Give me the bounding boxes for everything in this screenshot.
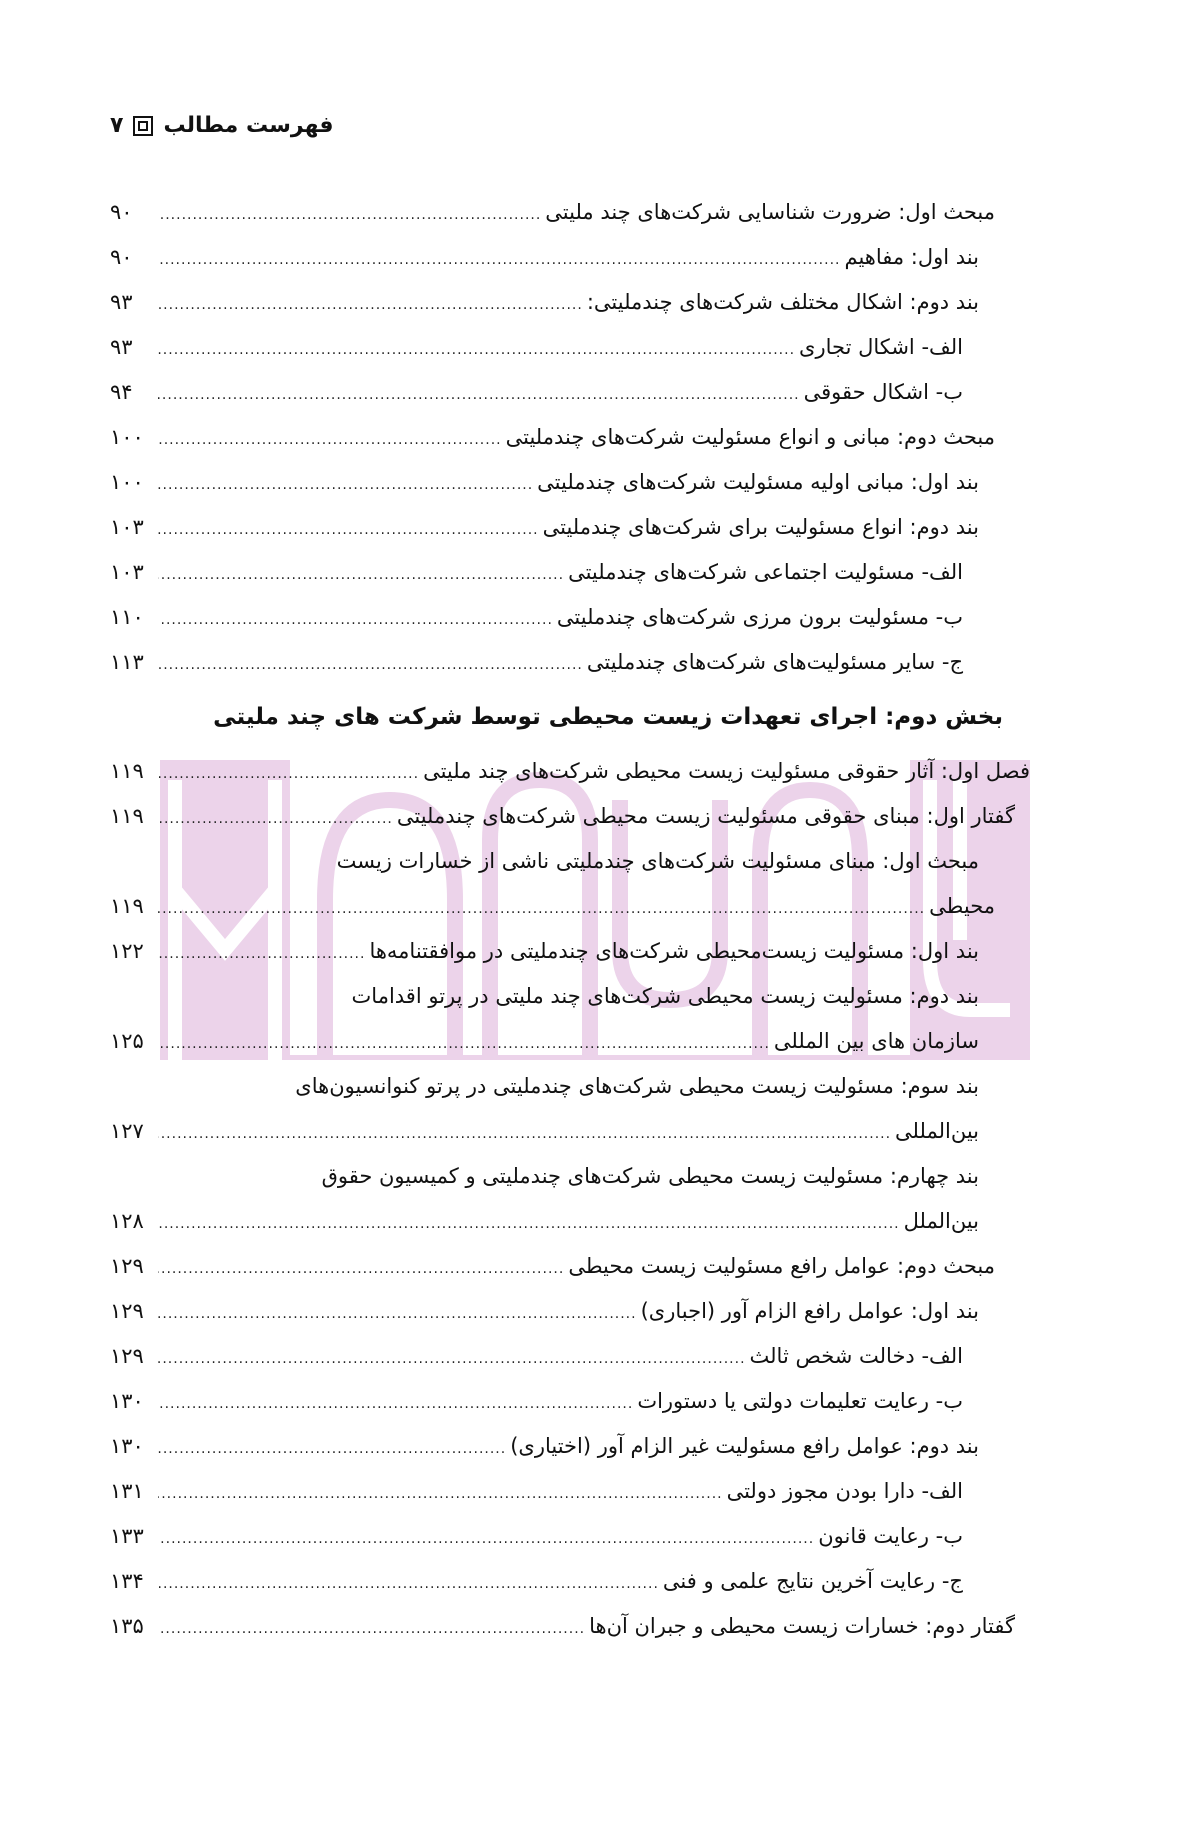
- toc-entry-line2[interactable]: [110, 1019, 995, 1064]
- toc-entry[interactable]: [110, 325, 995, 370]
- toc-entry[interactable]: [110, 505, 995, 550]
- dot-leader: [158, 1337, 746, 1382]
- toc-entry[interactable]: [110, 370, 995, 415]
- dot-leader: [158, 1472, 723, 1517]
- toc-entry-page: ۱۲۹: [110, 1344, 144, 1368]
- toc-entry[interactable]: [110, 794, 1015, 839]
- toc-entry-page: ۱۳۰: [110, 1434, 144, 1458]
- toc-entry-page: ۱۰۳: [110, 560, 144, 584]
- dot-leader: [158, 328, 795, 373]
- dot-leader: [158, 643, 583, 688]
- toc-entry-line1[interactable]: [110, 1154, 995, 1199]
- toc-entry-line1[interactable]: [110, 974, 995, 1019]
- dot-leader: [158, 1247, 564, 1292]
- dot-leader: [158, 932, 365, 977]
- dot-leader: [158, 508, 539, 553]
- toc-entry-title: الف- دارا بودن مجوز دولتی: [726, 1479, 963, 1503]
- toc-entry[interactable]: [110, 1289, 995, 1334]
- toc-entry-title: مبحث اول: ضرورت شناسایی شرکت‌های چند ملیتی: [545, 200, 995, 224]
- dot-leader: [158, 1607, 585, 1652]
- toc-entry[interactable]: [110, 460, 995, 505]
- toc-entry-title: گفتار اول: مبنای حقوقی مسئولیت زیست محیطی شرکت‌های چندملیتی: [396, 804, 1015, 828]
- dot-leader: [158, 752, 419, 797]
- dot-leader: [158, 193, 541, 238]
- toc-entry[interactable]: [110, 929, 995, 974]
- toc-entry-page: ۱۱۹: [110, 804, 144, 828]
- toc-entry-page: ۱۱۰: [110, 605, 144, 629]
- toc-entry[interactable]: [110, 1244, 995, 1289]
- toc-entry[interactable]: [110, 640, 995, 685]
- dot-leader: [158, 238, 840, 283]
- toc-entry[interactable]: [110, 415, 995, 460]
- toc-entry-chapter[interactable]: [110, 749, 1030, 794]
- toc-entry-title-cont: بین‌المللی: [895, 1119, 979, 1143]
- toc-entry-page: ۹۳: [110, 290, 133, 314]
- toc-entry[interactable]: [110, 1379, 995, 1424]
- toc-entry-title: بند دوم: عوامل رافع مسئولیت غیر الزام آور (اختیاری): [510, 1434, 979, 1458]
- dot-leader: [158, 1022, 770, 1067]
- table-of-contents: [110, 190, 1030, 1649]
- dot-leader: [158, 1562, 659, 1607]
- toc-entry-title: مبحث اول: مبنای مسئولیت شرکت‌های چندملیتی ناشی از خسارات زیست: [336, 849, 979, 873]
- toc-entry-page: ۹۰: [110, 200, 133, 224]
- dot-leader: [158, 598, 553, 643]
- toc-entry-title: فصل اول: آثار حقوقی مسئولیت زیست محیطی شرکت‌های چند ملیتی: [423, 759, 1030, 783]
- toc-entry-title: ب- رعایت تعلیمات دولتی یا دستورات: [637, 1389, 963, 1413]
- toc-entry-page: ۱۳۵: [110, 1614, 144, 1638]
- dot-leader: [158, 1427, 506, 1472]
- toc-entry-title: بند دوم: مسئولیت زیست محیطی شرکت‌های چند ملیتی در پرتو اقدامات: [351, 984, 979, 1008]
- toc-entry-title: مبحث دوم: عوامل رافع مسئولیت زیست محیطی: [568, 1254, 995, 1278]
- toc-entry[interactable]: [110, 595, 995, 640]
- toc-entry[interactable]: [110, 1559, 995, 1604]
- toc-entry-line2[interactable]: [110, 1199, 995, 1244]
- dot-leader: [158, 887, 925, 932]
- toc-entry-title: بند دوم: انواع مسئولیت برای شرکت‌های چندملیتی: [542, 515, 979, 539]
- dot-leader: [158, 1112, 891, 1157]
- toc-entry[interactable]: [110, 280, 995, 325]
- dot-leader: [158, 1517, 814, 1562]
- section-heading[interactable]: بخش دوم: اجرای تعهدات زیست محیطی توسط شرکت های چند ملیتی: [213, 704, 1003, 730]
- toc-entry-line1[interactable]: [110, 1064, 995, 1109]
- header-page-number: ۷: [110, 113, 124, 138]
- toc-entry-title: ب- مسئولیت برون مرزی شرکت‌های چندملیتی: [556, 605, 963, 629]
- toc-entry[interactable]: [110, 1604, 1015, 1649]
- toc-entry-title: بند اول: مبانی اولیه مسئولیت شرکت‌های چندملیتی: [537, 470, 979, 494]
- toc-entry-title: گفتار دوم: خسارات زیست محیطی و جبران آن‌ها: [589, 1614, 1015, 1638]
- toc-entry-title: الف- مسئولیت اجتماعی شرکت‌های چندملیتی: [568, 560, 963, 584]
- toc-entry[interactable]: [110, 190, 995, 235]
- toc-entry-page: ۱۲۹: [110, 1254, 144, 1278]
- toc-entry-title: بند چهارم: مسئولیت زیست محیطی شرکت‌های چندملیتی و کمیسیون حقوق: [321, 1164, 979, 1188]
- double-square-icon: [133, 116, 153, 136]
- toc-entry-title: الف- اشکال تجاری: [799, 335, 963, 359]
- toc-entry-page: ۱۱۹: [110, 894, 144, 918]
- toc-entry-page: ۱۲۵: [110, 1029, 144, 1053]
- toc-entry-title: ج- رعایت آخرین نتایج علمی و فنی: [662, 1569, 963, 1593]
- toc-entry-title: مبحث دوم: مبانی و انواع مسئولیت شرکت‌های چندملیتی: [505, 425, 995, 449]
- toc-entry-title: بند سوم: مسئولیت زیست محیطی شرکت‌های چندملیتی در پرتو کنوانسیون‌های: [295, 1074, 979, 1098]
- toc-entry-page: ۹۴: [110, 380, 133, 404]
- toc-entry-page: ۹۳: [110, 335, 133, 359]
- toc-entry-title: ج- سایر مسئولیت‌های شرکت‌های چندملیتی: [586, 650, 963, 674]
- dot-leader: [158, 553, 564, 598]
- toc-entry-page: ۱۳۱: [110, 1479, 144, 1503]
- toc-entry[interactable]: [110, 550, 995, 595]
- header-title: فهرست مطالب: [163, 113, 334, 138]
- toc-entry-page: ۱۰۳: [110, 515, 144, 539]
- dot-leader: [158, 463, 533, 508]
- toc-entry-page: ۱۳۰: [110, 1389, 144, 1413]
- toc-entry-title: بند اول: مفاهیم: [844, 245, 979, 269]
- toc-entry-line2[interactable]: [110, 1109, 995, 1154]
- toc-entry-title: ب- اشکال حقوقی: [803, 380, 963, 404]
- toc-entry-title-cont: سازمان های بین المللی: [773, 1029, 979, 1053]
- toc-entry-title: بند دوم: اشکال مختلف شرکت‌های چندملیتی:: [586, 290, 979, 314]
- page-header: [110, 113, 334, 138]
- dot-leader: [158, 1292, 637, 1337]
- toc-entry-title-cont: محیطی: [929, 894, 995, 918]
- dot-leader: [158, 373, 800, 418]
- toc-entry[interactable]: [110, 1334, 995, 1379]
- toc-entry-title: الف- دخالت شخص ثالث: [749, 1344, 963, 1368]
- toc-entry-title: بند اول: مسئولیت زیست‌محیطی شرکت‌های چندملیتی در موافقتنامه‌ها: [369, 939, 979, 963]
- toc-entry-title-cont: بین‌الملل: [903, 1209, 979, 1233]
- toc-entry-page: ۱۰۰: [110, 470, 144, 494]
- toc-entry-page: ۹۰: [110, 245, 133, 269]
- toc-entry-page: ۱۲۹: [110, 1299, 144, 1323]
- dot-leader: [158, 797, 393, 842]
- toc-entry-page: ۱۲۷: [110, 1119, 144, 1143]
- toc-entry-line2[interactable]: [110, 884, 995, 929]
- dot-leader: [158, 1382, 633, 1427]
- toc-entry-line1[interactable]: [110, 839, 995, 884]
- toc-entry-page: ۱۲۲: [110, 939, 144, 963]
- dot-leader: [158, 1202, 900, 1247]
- toc-entry-title: ب- رعایت قانون: [818, 1524, 963, 1548]
- toc-entry-page: ۱۳۴: [110, 1569, 144, 1593]
- dot-leader: [158, 418, 502, 463]
- toc-entry[interactable]: [110, 1424, 995, 1469]
- dot-leader: [158, 283, 583, 328]
- toc-entry-page: ۱۱۳: [110, 650, 144, 674]
- toc-entry-page: ۱۱۹: [110, 759, 144, 783]
- toc-entry-page: ۱۲۸: [110, 1209, 144, 1233]
- toc-entry[interactable]: [110, 1469, 995, 1514]
- toc-entry[interactable]: [110, 1514, 995, 1559]
- toc-entry-page: ۱۰۰: [110, 425, 144, 449]
- toc-entry-title: بند اول: عوامل رافع الزام آور (اجباری): [640, 1299, 979, 1323]
- toc-entry[interactable]: [110, 235, 995, 280]
- toc-entry-page: ۱۳۳: [110, 1524, 144, 1548]
